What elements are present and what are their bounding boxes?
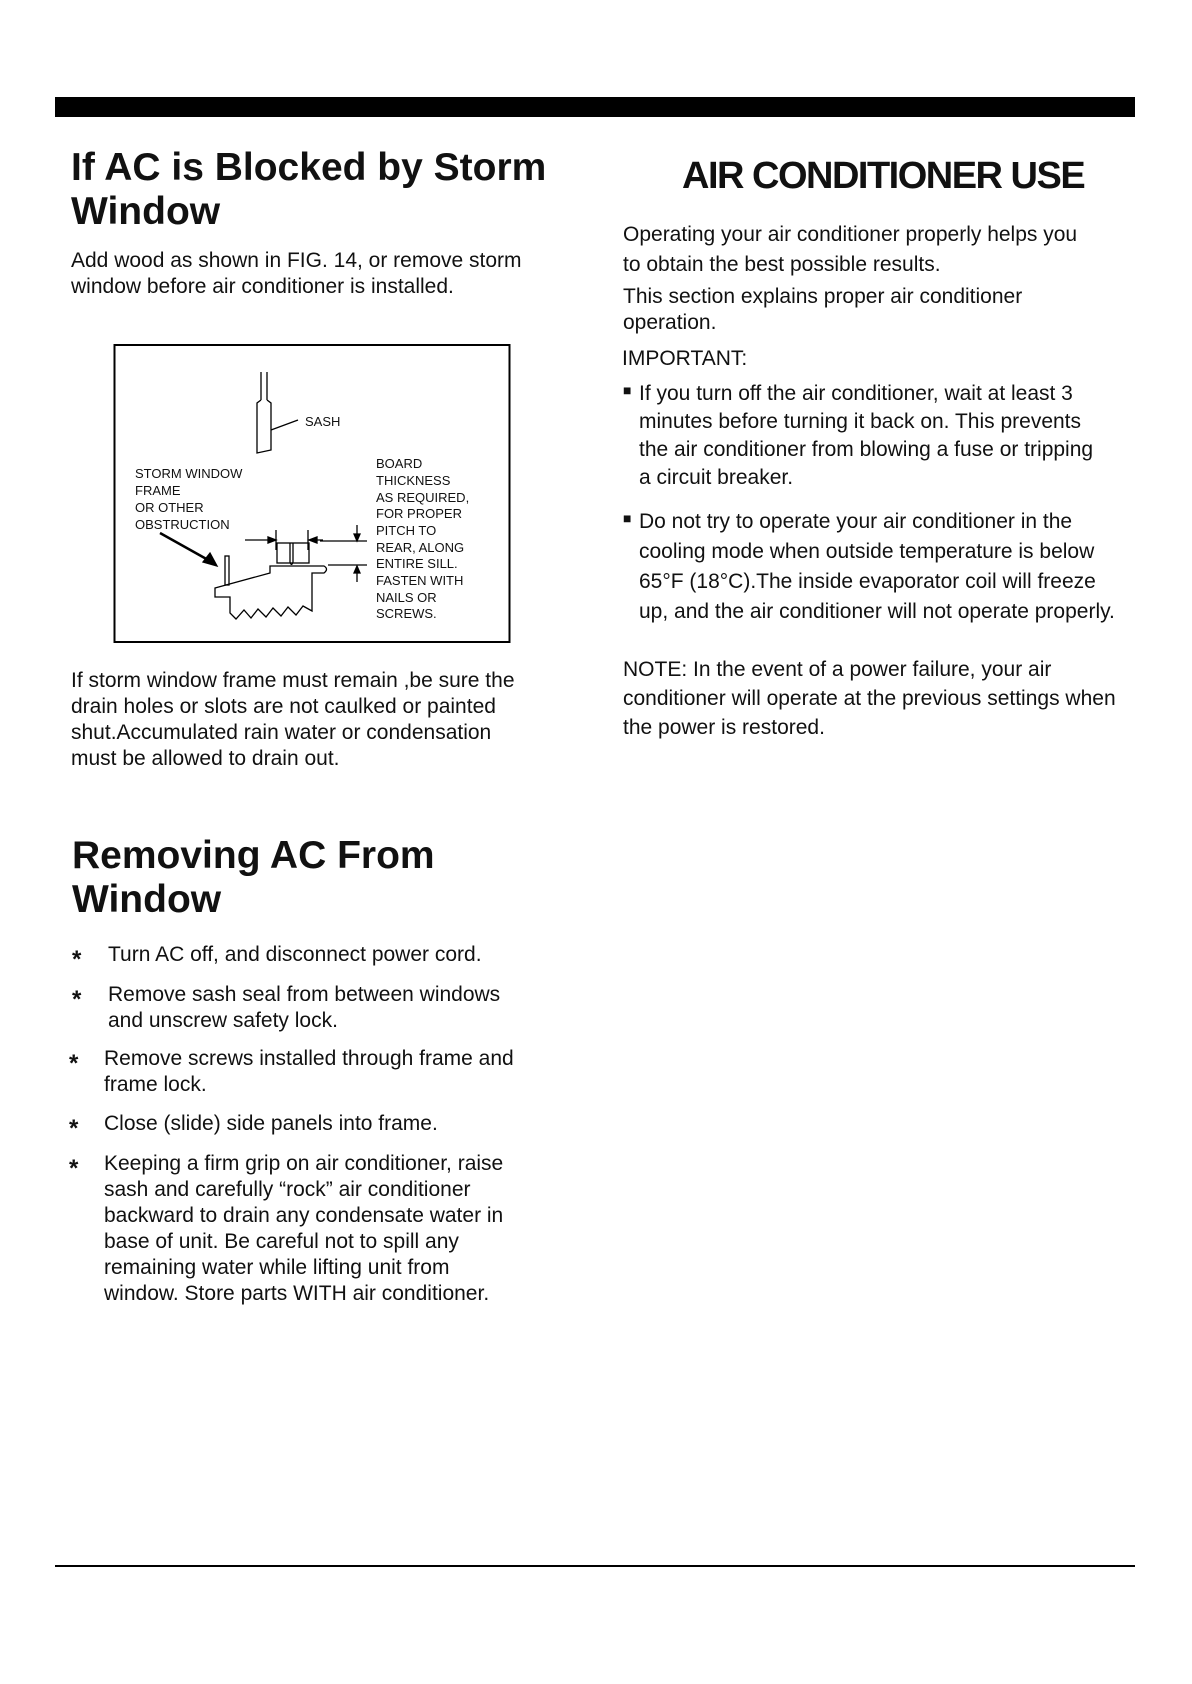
text-line: up, and the air conditioner will not operate properly.: [639, 600, 1115, 623]
storm-drain-text: [71, 668, 515, 772]
svg-text:AS REQUIRED,: AS REQUIRED,: [376, 490, 470, 505]
text-line: base of unit. Be careful not to spill any: [104, 1230, 459, 1253]
text-line: to obtain the best possible results.: [623, 253, 941, 276]
svg-text:ENTIRE SILL.: ENTIRE SILL.: [376, 556, 458, 571]
text-line: and unscrew safety lock.: [108, 1009, 338, 1032]
storm-intro: [71, 248, 522, 300]
sash-label: SASH: [305, 414, 341, 429]
svg-text:REAR, ALONG: REAR, ALONG: [376, 540, 465, 555]
text-line: drain holes or slots are not caulked or painted: [71, 695, 496, 718]
text-line: cooling mode when outside temperature is below: [639, 540, 1095, 563]
text-line: Close (slide) side panels into frame.: [104, 1112, 438, 1135]
asterisk-bullet-icon: *: [72, 986, 82, 1013]
board-label: [376, 456, 469, 621]
removing-ac-title: [72, 834, 435, 922]
text-line: a circuit breaker.: [639, 466, 794, 489]
sash-drawing: [257, 372, 298, 453]
step-item: [104, 1046, 514, 1098]
text-line: must be allowed to drain out.: [71, 747, 340, 770]
svg-text:NAILS OR: NAILS OR: [376, 590, 437, 605]
right-intro: [623, 220, 1077, 280]
important-bullet: [639, 507, 1115, 627]
sill-drawing: [160, 525, 367, 619]
text-line: Operating your air conditioner properly helps you: [623, 223, 1078, 246]
step-item: [104, 1151, 503, 1307]
text-line: minutes before turning it back on. This prevents: [639, 410, 1082, 433]
text-line: NOTE: In the event of a power failure, your air: [623, 658, 1052, 681]
header-bar: [55, 97, 1135, 117]
text-line: If you turn off the air conditioner, wait at least 3: [639, 382, 1073, 405]
text-line: 65°F (18°C).The inside evaporator coil will freeze: [639, 570, 1096, 593]
svg-text:BOARD: BOARD: [376, 456, 423, 471]
step-item: [108, 982, 500, 1034]
svg-text:FOR PROPER: FOR PROPER: [376, 506, 462, 521]
text-line: the air conditioner from blowing a fuse or tripping: [639, 438, 1094, 461]
text-line: This section explains proper air conditioner: [623, 285, 1023, 308]
svg-text:FASTEN WITH: FASTEN WITH: [376, 573, 464, 588]
step-item: [104, 1111, 438, 1137]
text-line: If storm window frame must remain ,be sure the: [71, 669, 515, 692]
svg-text:THICKNESS: THICKNESS: [376, 473, 451, 488]
text-line: Add wood as shown in FIG. 14, or remove storm: [71, 249, 522, 272]
text-line: window. Store parts WITH air conditioner.: [104, 1282, 490, 1305]
power-failure-note: [623, 655, 1116, 742]
text-line: conditioner will operate at the previous settings when: [623, 687, 1116, 710]
svg-text:SCREWS.: SCREWS.: [376, 606, 437, 621]
square-bullet-icon: ■: [623, 510, 632, 526]
storm-window-title: [71, 146, 546, 234]
important-label: IMPORTANT:: [622, 347, 748, 370]
title-line: If AC is Blocked by Storm: [71, 146, 547, 189]
important-bullet: [639, 380, 1093, 492]
text-line: window before air conditioner is installed.: [71, 275, 454, 298]
svg-text:FRAME: FRAME: [135, 483, 181, 498]
svg-text:STORM WINDOW: STORM WINDOW: [135, 466, 243, 481]
text-line: the power is restored.: [623, 716, 825, 739]
storm-window-figure: [110, 340, 520, 650]
text-line: Keeping a firm grip on air conditioner, raise: [104, 1152, 504, 1175]
text-line: operation.: [623, 311, 717, 334]
right-intro-2: [623, 284, 1022, 336]
asterisk-bullet-icon: *: [69, 1115, 79, 1142]
asterisk-bullet-icon: *: [72, 946, 82, 973]
asterisk-bullet-icon: *: [69, 1155, 79, 1182]
text-line: shut.Accumulated rain water or condensation: [71, 721, 492, 744]
title-line: Window: [71, 190, 221, 233]
text-line: Do not try to operate your air conditioner in the: [639, 510, 1073, 533]
air-conditioner-use-title: AIR CONDITIONER USE: [682, 155, 1085, 197]
square-bullet-icon: ■: [623, 382, 632, 398]
text-line: Turn AC off, and disconnect power cord.: [108, 943, 482, 966]
step-item: [108, 942, 482, 968]
text-line: sash and carefully “rock” air conditioner: [104, 1178, 471, 1201]
svg-text:OR OTHER: OR OTHER: [135, 500, 204, 515]
asterisk-bullet-icon: *: [69, 1050, 79, 1077]
title-line: Window: [72, 878, 222, 921]
obstruction-label: [135, 466, 243, 532]
text-line: remaining water while lifting unit from: [104, 1256, 450, 1279]
text-line: Remove screws installed through frame and: [104, 1047, 514, 1070]
svg-text:OBSTRUCTION: OBSTRUCTION: [135, 517, 230, 532]
text-line: Remove sash seal from between windows: [108, 983, 501, 1006]
footer-rule: [55, 1565, 1135, 1567]
text-line: backward to drain any condensate water in: [104, 1204, 504, 1227]
svg-text:PITCH TO: PITCH TO: [376, 523, 437, 538]
title-line: Removing AC From: [72, 834, 435, 877]
text-line: frame lock.: [104, 1073, 207, 1096]
